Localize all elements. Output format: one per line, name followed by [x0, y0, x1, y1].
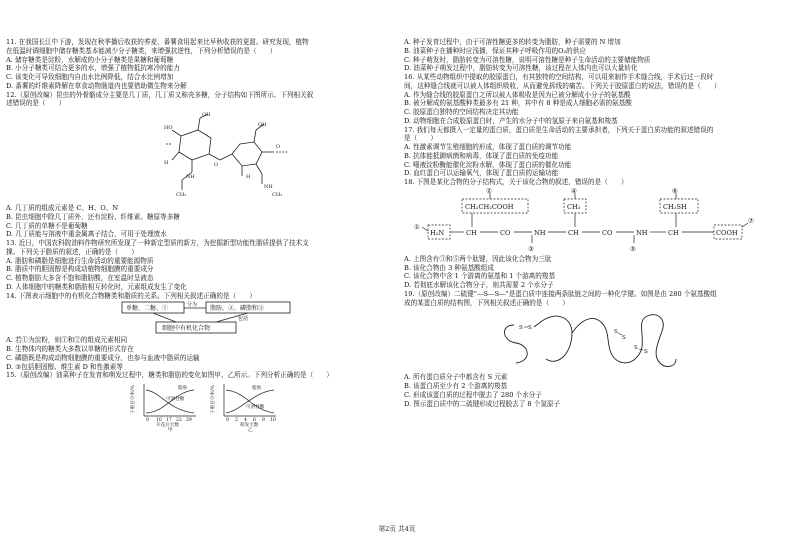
svg-text:S: S — [644, 349, 648, 356]
q15-option-b: B. 油菜种子在播种时应浅播，保证其种子呼吸作用的O₂的供应 — [404, 46, 586, 55]
q18-label-5: ⑤ — [630, 244, 636, 253]
peptide-structure-figure — [404, 187, 788, 255]
svg-text:CH₃: CH₃ — [176, 192, 187, 198]
q18-group-r1: CH₂CH₂COOH — [465, 202, 514, 211]
protein-chain-drawing — [404, 307, 788, 373]
q14-arrow-label-1: 分为 — [187, 302, 198, 309]
q15-charts-drawing — [6, 380, 388, 432]
q18-group-carboxyl: COOH — [716, 228, 738, 237]
q13-line: 撑。下列关于脂质的叙述，正确的是（ ） — [6, 247, 138, 256]
q15b-tick: 0 — [226, 418, 229, 423]
q14-option-d: D. ③包括胆固醇、维生素 D 和性激素等 — [6, 362, 123, 371]
q18-label-6: ⑥ — [672, 186, 678, 195]
svg-text:S: S — [622, 335, 626, 342]
q18-group-amino: H₂N — [430, 228, 445, 237]
q15b-xlabel: 萌发天数 — [240, 423, 259, 428]
svg-text:OH: OH — [202, 112, 211, 118]
q19-option-c: C. 形成该蛋白质的过程中脱去了 280 个水分子 — [404, 390, 542, 399]
q16-option-b: B. 被分解成的氨基酸种类最多有 21 种，其中有 8 种是成人细胞必需的氨基酸 — [404, 99, 632, 108]
q15a-tick: 17 — [166, 418, 172, 423]
q15b-tick: 4 — [244, 418, 247, 423]
q19-option-a: A. 所有蛋白质分子中都含有 S 元素 — [404, 373, 508, 382]
question-15-options — [404, 38, 788, 73]
q16-option-a: A. 作为缝合线的胶原蛋白之所以被人体吸收是因为已被分解成小分子的氨基酸 — [404, 90, 631, 99]
protein-disulfide-figure — [404, 307, 788, 373]
q13-option-c: C. 植物脂肪大多含不饱和脂肪酸，在室温时呈液态 — [6, 274, 154, 282]
svg-text:CH₃: CH₃ — [272, 192, 283, 198]
q14-option-c: C. 磷脂既是构成动物细胞膜的重要成分，也参与血液中脂质的运输 — [6, 353, 200, 362]
q19-line: 19.（原创改编）二硫键"—S—S—"是蛋白质中连接两条肽链之间的一种化学键。如图是由 280 个氨基酸组 — [404, 289, 717, 298]
q19-line: 成的某蛋白质的结构图，下列相关叙述正确的是（ ） — [404, 298, 569, 307]
q15b-series-fat: 脂肪 — [252, 386, 262, 391]
q15a-ylabel: 干重百分率/% — [131, 385, 136, 414]
q18-label-3: ③ — [528, 244, 534, 253]
peptide-structure-drawing — [404, 187, 788, 255]
q18-atom: CH — [668, 228, 679, 237]
svg-text:NH: NH — [264, 184, 273, 190]
q14-box-lipid: 脂肪、②、磷脂和③ — [210, 305, 265, 313]
q15-option-c: C. 种子萌发时，脂肪转变为可溶性糖，说明可溶性糖是种子生命活动的主要储能物质 — [404, 55, 651, 64]
q18-atom: NH — [636, 228, 648, 237]
q15a-tick: 29 — [186, 418, 192, 423]
q18-label-2: ② — [486, 186, 492, 195]
q16-option-d: D. 动物细胞在合成胶原蛋白时，产生的水分子中的氢原子来自氨基和羧基 — [404, 116, 618, 125]
q19-option-d: D. 图示蛋白质中的二硫键形成过程脱去了 8 个氢原子 — [404, 399, 561, 408]
q14-diagram-drawing — [6, 300, 388, 336]
svg-text:OH: OH — [258, 122, 267, 128]
q13-option-d: D. 人体细胞中的糖类和脂肪相互转化时，元素组成发生了变化 — [6, 282, 187, 291]
question-19 — [404, 290, 788, 409]
q18-label-4: ④ — [571, 186, 577, 195]
question-12 — [6, 91, 388, 240]
q15a-tick: 0 — [146, 418, 149, 423]
q15b-tick: 10 — [270, 418, 276, 423]
q18-option-a: A. 上图含有③和⑤两个肽键，因此该化合物为三肽 — [404, 254, 552, 263]
svg-text:S: S — [634, 345, 638, 352]
q18-atom: CO — [602, 228, 613, 237]
q14-box-bottom: 细胞中有机化合物 — [162, 325, 211, 333]
svg-text:O: O — [276, 144, 281, 150]
q15b-ylabel: 干重百分率/% — [211, 385, 216, 414]
q13-line: 13. 近日，中国农科院油料作物研究所发现了一种新定型质的新方，为挖掘新型功能性脂质提供了技术支 — [6, 239, 309, 247]
left-column — [6, 38, 388, 432]
svg-text:HO: HO — [164, 125, 173, 131]
svg-text:NH: NH — [186, 174, 195, 180]
q14-concept-diagram — [6, 300, 388, 336]
q11-option-c: C. 该变化可导致细胞内自由水比例降低，结合水比例增加 — [6, 73, 174, 81]
question-13 — [6, 239, 388, 292]
q18-option-d: D. 若彻底水解该化合物分子，则共需要 2 个水分子 — [404, 281, 554, 289]
q13-option-b: B. 脂质中的胆固醇是构成动植物细胞膜的重要成分 — [6, 265, 154, 274]
q12-option-c: C. 几丁质的单糖不是葡萄糖 — [6, 221, 88, 230]
q17-line: 17. 我们每天都摄入一定量的蛋白质，蛋白质是生命活动的主要承担者，下列关于蛋白质功能的叙述错误的 — [404, 125, 714, 134]
svg-text:H: H — [164, 160, 169, 166]
q11-option-b: B. 小分子糖类可结合更多的水，增强了植物抵抗寒冷的能力 — [6, 64, 180, 73]
q17-option-c: C. 唾液淀粉酶能催化淀粉水解，体现了蛋白质的催化功能 — [404, 160, 572, 169]
q14-option-b: B. 生物体内的糖类大多数以单糖的形式存在 — [6, 345, 134, 353]
svg-text:S: S — [614, 329, 618, 336]
q12-option-a: A. 几丁质的组成元素是 C、H、O、N — [6, 204, 119, 212]
q15b-series-sugar: 可溶性糖 — [246, 405, 265, 410]
q12-line: 述错误的是（ ） — [6, 99, 66, 108]
q11-line: 11. 在我国长江中下游，发现在秋季播后收获的荞麦、番薯食用起来比早秋收获的更甜。研究发现，植物 — [6, 38, 309, 46]
question-11 — [6, 38, 388, 91]
question-16 — [404, 73, 788, 126]
svg-text:S: S — [528, 325, 532, 332]
q11-option-a: A. 储存糖类是淀粉，水解成的小分子糖类是果糖和葡萄糖 — [6, 55, 174, 64]
q11-option-d: D. 番薯的纤维素降解在草食动物肠道内也要借助微生物来分解 — [6, 81, 187, 90]
q15a-tick: 22 — [176, 418, 182, 423]
q17-option-b: B. 抗体能抵御病菌和病毒，体现了蛋白质的免疫功能 — [404, 151, 559, 160]
q15b-tick: 2 — [235, 418, 238, 423]
right-column — [404, 38, 788, 408]
q15b-tick: 6 — [253, 418, 256, 423]
q14-option-a: A. 若①为淀粉，则①和②的组成元素相同 — [6, 336, 128, 345]
q19-option-b: B. 该蛋白质至少有 2 个游离的羧基 — [404, 382, 508, 390]
q17-option-a: A. 性激素调节生殖细胞的形成，体现了蛋白质的调节功能 — [404, 143, 572, 151]
question-17 — [404, 126, 788, 179]
q18-option-b: B. 该化合物由 3 种氨基酸组成 — [404, 263, 494, 272]
q15a-caption: 甲 — [168, 428, 173, 432]
question-15 — [6, 371, 388, 432]
svg-text:S: S — [519, 325, 523, 332]
q15a-xlabel: 开花后天数 — [156, 423, 179, 428]
q16-option-c: C. 胶原蛋白独特的空间结构决定其功能 — [404, 108, 519, 116]
q15-option-a: A. 种子发育过程中，由于可溶性糖更多的转变为脂肪，种子需要的 N 增加 — [404, 38, 621, 46]
q18-group-r3: CH₂SH — [663, 202, 687, 211]
q15-charts — [6, 380, 388, 432]
q15b-tick: 8 — [262, 418, 265, 423]
q12-option-d: D. 几丁质能与溶液中重金属离子结合，可用于处理废水 — [6, 230, 167, 239]
q18-atom: CO — [500, 228, 511, 237]
q18-label-1: ① — [414, 222, 420, 231]
q18-group-r2: CH₃ — [567, 202, 581, 211]
q16-line: 16. 从某些动物组织中提取的胶原蛋白，有其独特的空间结构，可以用来制作手术缝合线，手术后过一段时 — [404, 73, 714, 81]
q12-option-b: B. 昆虫细胞中除几丁质外，还有淀粉、纤维素、糖原等多糖 — [6, 212, 180, 221]
chitin-structure-drawing — [6, 108, 388, 204]
q12-line: 12.（原创改编）昆虫的外骨骼成分主要是几丁质，几丁质又称壳多糖，分子结构如下图所示。下列相关叙 — [6, 90, 314, 99]
q13-option-a: A. 脂肪和磷脂是细胞进行生命活动的重要能源物质 — [6, 256, 154, 265]
q16-line: 间，这种缝合线就可以被人体组织吸收，从而避免拆线的痛苦。下列关于胶原蛋白的说法，错误的是（ ） — [404, 81, 721, 90]
svg-text:O: O — [214, 162, 219, 168]
q17-line: 是（ ） — [404, 134, 437, 143]
q18-label-7: ⑦ — [748, 216, 754, 225]
q18-atom: CH — [466, 228, 477, 237]
q11-line: 在低温时调细胞中储存糖类基本能减少分子糖类，来增强抗逆性，下列分析错误的是（ ） — [6, 46, 277, 55]
q15a-tick: 10 — [156, 418, 162, 423]
q18-option-c: C. 该化合物中含 1 个游离的氨基和 1 个游离的羧基 — [404, 272, 556, 281]
q15a-series-sugar: 可溶性糖 — [166, 397, 185, 402]
q15-option-d: D. 油菜种子萌发过程中，脂肪转变为可溶性糖，该过程在人体内也可以大量转化 — [404, 64, 638, 73]
question-18 — [404, 178, 788, 290]
svg-text:H: H — [246, 174, 251, 180]
q17-option-d: D. 血红蛋白可以运输氧气，体现了蛋白质的运输功能 — [404, 169, 559, 178]
q15a-series-fat: 脂肪 — [178, 386, 188, 391]
q18-atom: CH — [568, 228, 579, 237]
q14-arrow-label-2: 包括 — [238, 316, 249, 323]
chitin-structure-figure — [6, 108, 388, 204]
q18-line: 18. 下图是某化合物的分子结构式，关于该化合物的叙述，错误的是（ ） — [404, 178, 628, 186]
q15b-caption: 乙 — [248, 428, 253, 432]
q18-atom: NH — [534, 228, 546, 237]
q15-line: 15.（原创改编）油菜种子在发育和萌发过程中，糖类和脂肪的变化如图甲、乙所示。下列分析正确的是（ ） — [6, 371, 333, 380]
q14-box-sugar: 单糖、二糖、① — [126, 305, 169, 313]
q14-line: 14. 下图表示细胞中的有机化合物糖类和脂质的关系。下列相关叙述正确的是（ ） — [6, 291, 256, 300]
question-14 — [6, 292, 388, 372]
page-footer: 第2页 共4页 — [378, 525, 416, 533]
